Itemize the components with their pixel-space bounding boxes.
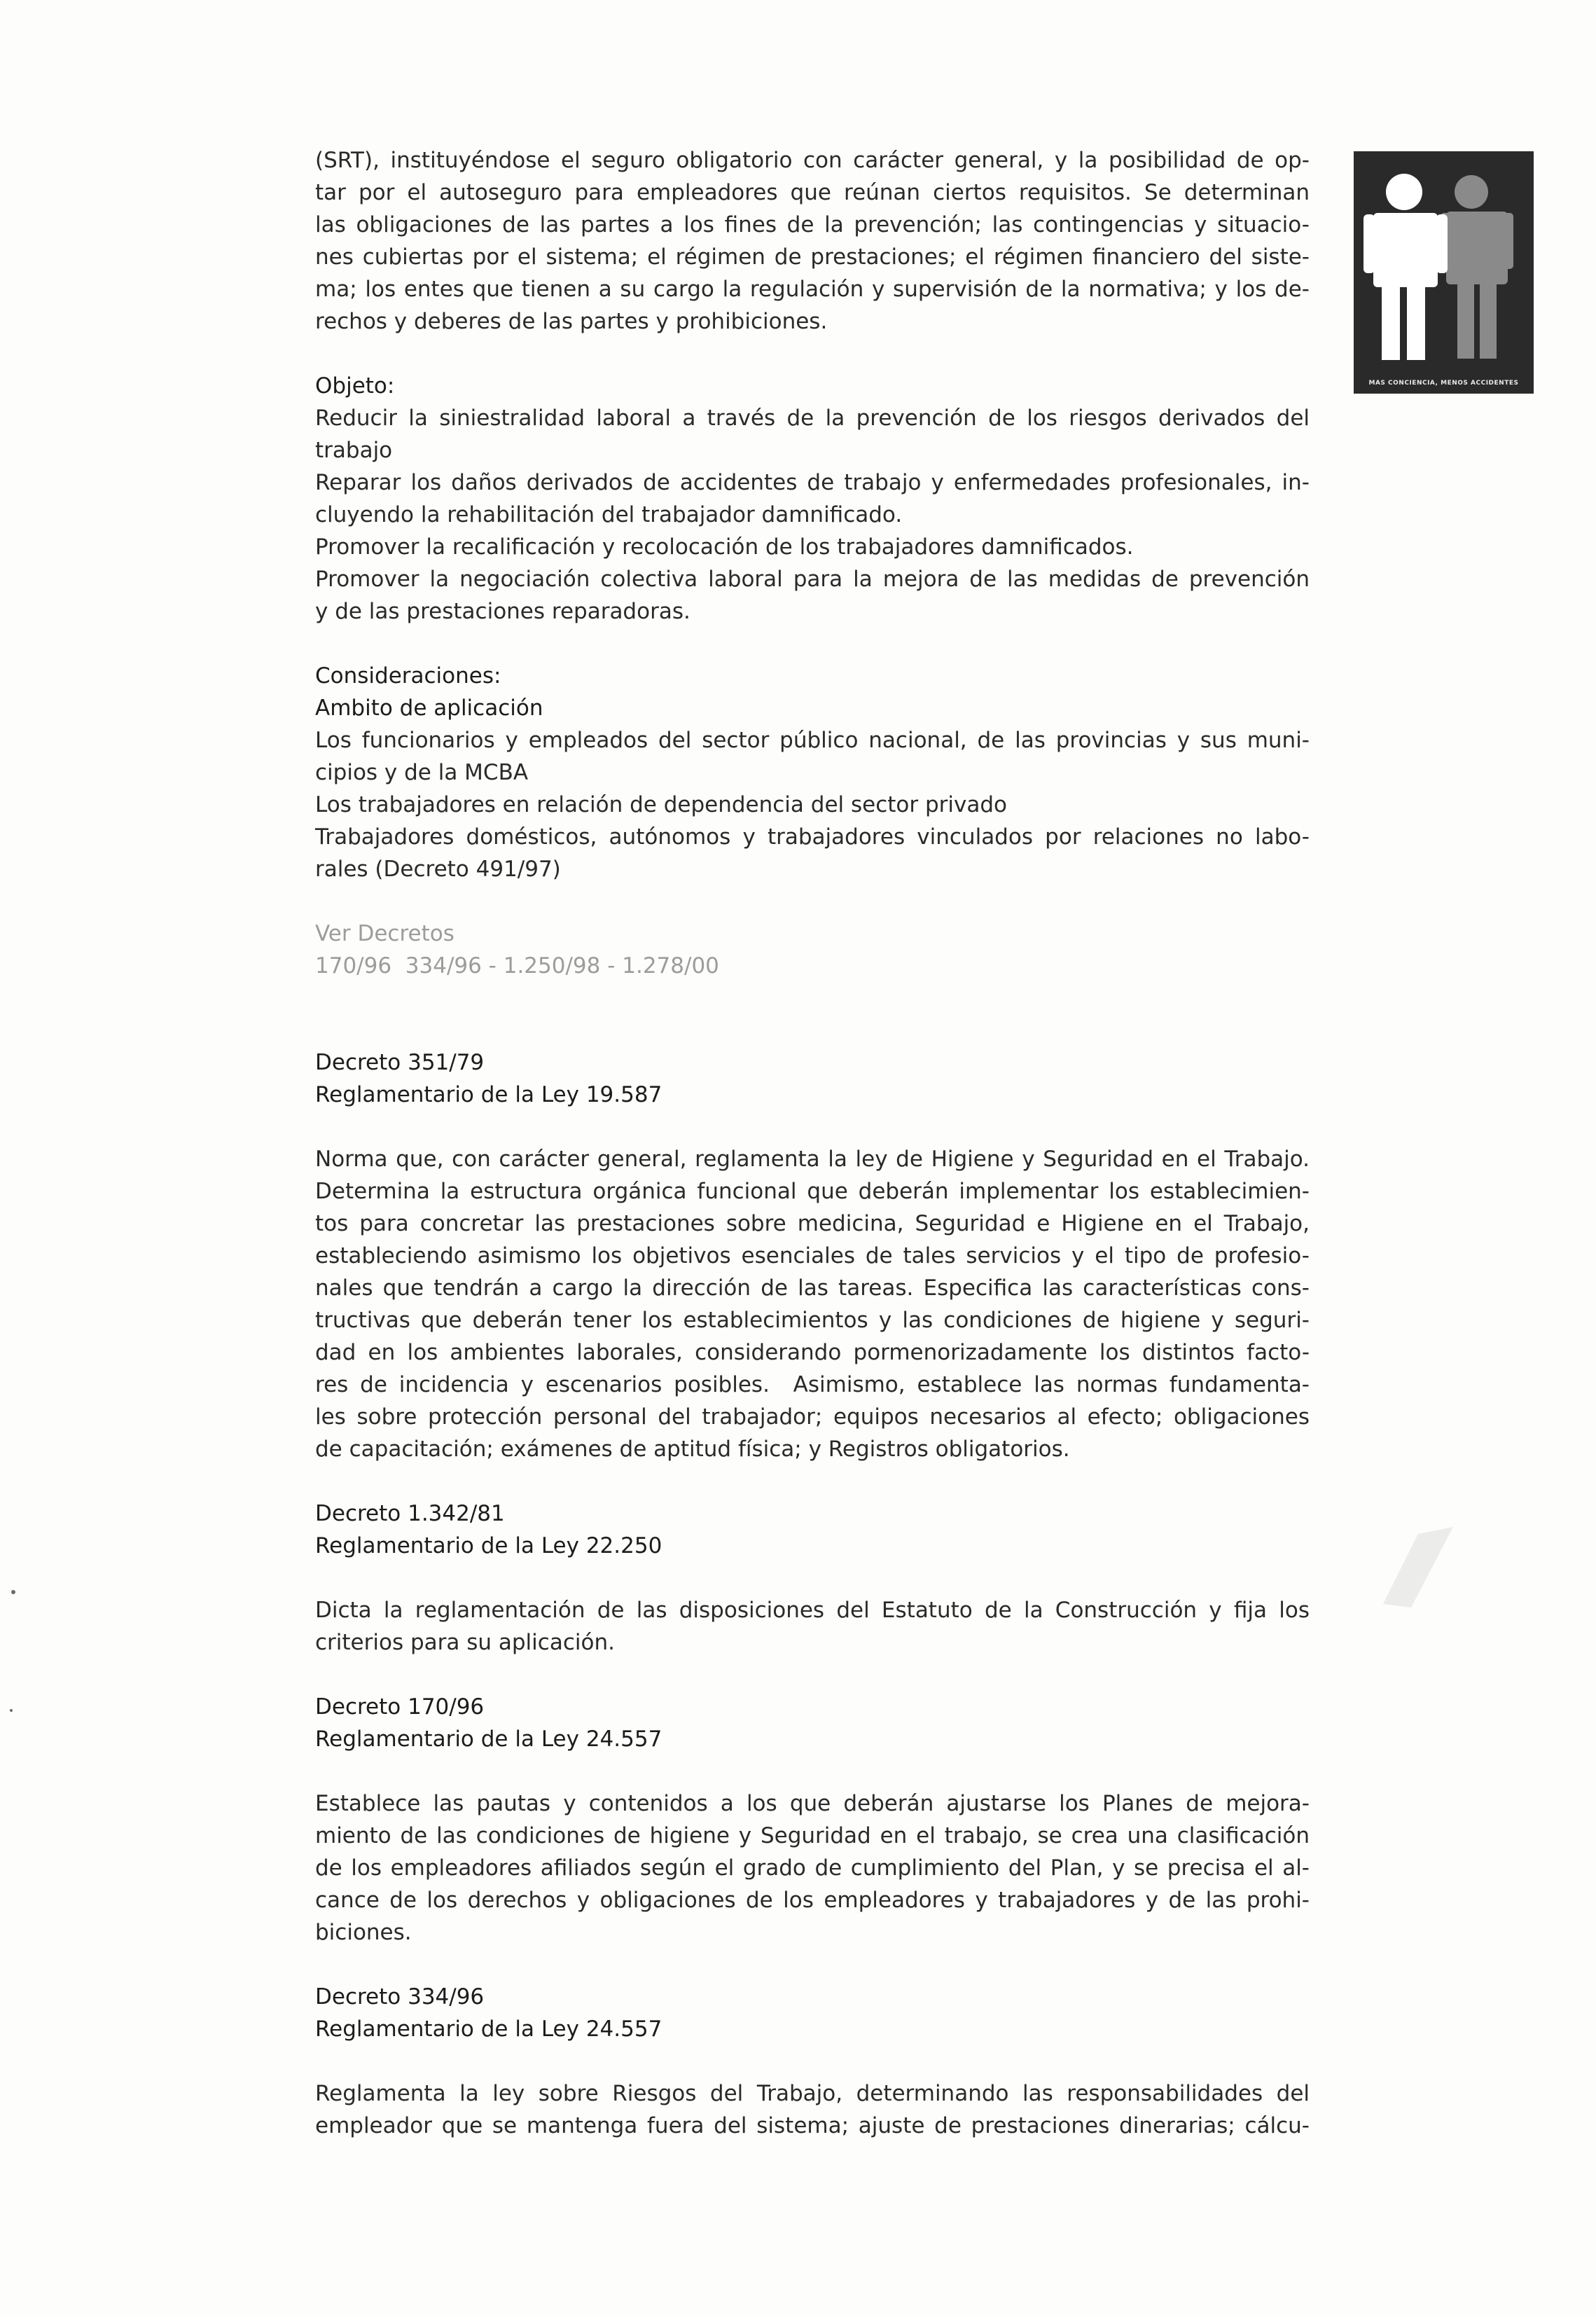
decreto-334-body <box>315 2077 1310 2142</box>
decreto-170-line: Establece las pautas y contenidos a los que deberán ajustarse los Planes de mejora- <box>315 1791 1310 1816</box>
decreto-351-line: tos para concretar las prestaciones sobre medicina, Seguridad e Higiene en el Trabajo, <box>315 1211 1310 1236</box>
objeto-line: Promover la negociación colectiva laboral para la mejora de las medidas de prevención <box>315 567 1310 592</box>
decreto-351-section <box>315 1046 1310 1111</box>
objeto-line: cluyendo la rehabilitación del trabajador damnificado. <box>315 502 903 527</box>
decreto-170-body <box>315 1787 1310 1949</box>
decreto-351-subtitle: Reglamentario de la Ley 19.587 <box>315 1082 662 1107</box>
intro-paragraph <box>315 144 1310 338</box>
objeto-heading: Objeto: <box>315 373 395 399</box>
consideraciones-line: Los funcionarios y empleados del sector público nacional, de las provincias y sus muni- <box>315 728 1310 753</box>
decreto-1342-body <box>315 1594 1310 1659</box>
decreto-170-line: de los empleadores afiliados según el grado de cumplimiento del Plan, y se precisa el al- <box>315 1855 1310 1881</box>
main-text-column <box>315 144 1310 2142</box>
objeto-section <box>315 370 1310 628</box>
decreto-1342-title: Decreto 1.342/81 <box>315 1501 505 1526</box>
scan-speck <box>11 1590 15 1594</box>
consideraciones-line: Los trabajadores en relación de dependencia del sector privado <box>315 792 1007 817</box>
decreto-334-title: Decreto 334/96 <box>315 1984 485 2010</box>
decreto-351-line: les sobre protección personal del trabajador; equipos necesarios al efecto; obligaciones <box>315 1404 1310 1430</box>
consideraciones-line: cipios y de la MCBA <box>315 760 529 785</box>
decreto-351-line: Norma que, con carácter general, reglamenta la ley de Higiene y Seguridad en el Trabajo. <box>315 1147 1310 1172</box>
objeto-line: Reparar los daños derivados de accidentes de trabajo y enfermedades profesionales, in- <box>315 470 1310 495</box>
decreto-1342-subtitle: Reglamentario de la Ley 22.250 <box>315 1533 662 1558</box>
intro-line: (SRT), instituyéndose el seguro obligatorio con carácter general, y la posibilidad de op- <box>315 148 1310 173</box>
decreto-351-line: nales que tendrán a cargo la dirección de las tareas. Especifica las características cons- <box>315 1275 1310 1301</box>
faint-watermark-icon <box>1376 1520 1460 1611</box>
decreto-170-title: Decreto 170/96 <box>315 1694 485 1720</box>
decreto-351-line: dad en los ambientes laborales, considerando pormenorizadamente los distintos facto- <box>315 1340 1310 1365</box>
campaign-badge <box>1354 151 1534 394</box>
decreto-1342-line: criterios para su aplicación. <box>315 1630 615 1655</box>
objeto-line: Reducir la siniestralidad laboral a través de la prevención de los riesgos derivados del <box>315 406 1310 431</box>
ver-decretos-note <box>315 918 1310 982</box>
objeto-line: Promover la recalificación y recolocación de los trabajadores damnificados. <box>315 534 1134 560</box>
decreto-1342-section <box>315 1498 1310 1562</box>
consideraciones-heading: Consideraciones: <box>315 663 501 689</box>
consideraciones-section <box>315 660 1310 885</box>
badge-caption: MAS CONCIENCIA, MENOS ACCIDENTES <box>1368 380 1519 387</box>
intro-line: rechos y deberes de las partes y prohibiciones. <box>315 309 828 334</box>
decreto-170-subtitle: Reglamentario de la Ley 24.557 <box>315 1727 662 1752</box>
ver-decretos-list: 170/96 334/96 - 1.250/98 - 1.278/00 <box>315 953 719 978</box>
ambito-subheading: Ambito de aplicación <box>315 696 543 721</box>
decreto-334-subtitle: Reglamentario de la Ley 24.557 <box>315 2017 662 2042</box>
intro-line: las obligaciones de las partes a los fines de la prevención; las contingencias y situacio- <box>315 212 1310 237</box>
decreto-351-line: res de incidencia y escenarios posibles. Asimismo, establece las normas fundamenta- <box>315 1372 1310 1397</box>
decreto-351-body <box>315 1143 1310 1465</box>
objeto-line: y de las prestaciones reparadoras. <box>315 599 691 624</box>
intro-line: tar por el autoseguro para empleadores que reúnan ciertos requisitos. Se determinan <box>315 180 1310 205</box>
intro-line: ma; los entes que tienen a su cargo la regulación y supervisión de la normativa; y los de- <box>315 277 1310 302</box>
decreto-334-section <box>315 1981 1310 2045</box>
decreto-351-line: de capacitación; exámenes de aptitud física; y Registros obligatorios. <box>315 1437 1070 1462</box>
ver-decretos-label: Ver Decretos <box>315 921 454 946</box>
decreto-351-line: Determina la estructura orgánica funcional que deberán implementar los establecimien- <box>315 1179 1310 1204</box>
two-people-icon <box>1354 151 1534 361</box>
decreto-170-line: biciones. <box>315 1920 412 1945</box>
decreto-334-line: Reglamenta la ley sobre Riesgos del Trabajo, determinando las responsabilidades del <box>315 2081 1310 2106</box>
decreto-351-line: estableciendo asimismo los objetivos esenciales de tales servicios y el tipo de profesio- <box>315 1243 1310 1268</box>
decreto-1342-line: Dicta la reglamentación de las disposiciones del Estatuto de la Construcción y fija los <box>315 1598 1310 1623</box>
decreto-351-title: Decreto 351/79 <box>315 1050 485 1075</box>
decreto-170-line: miento de las condiciones de higiene y Seguridad en el trabajo, se crea una clasificación <box>315 1823 1310 1848</box>
decreto-170-section <box>315 1691 1310 1755</box>
decreto-170-line: cance de los derechos y obligaciones de los empleadores y trabajadores y de las prohi- <box>315 1888 1310 1913</box>
objeto-line: trabajo <box>315 438 393 463</box>
decreto-351-line: tructivas que deberán tener los establecimientos y las condiciones de higiene y seguri- <box>315 1308 1310 1333</box>
decreto-334-line: empleador que se mantenga fuera del sistema; ajuste de prestaciones dinerarias; cálcu- <box>315 2113 1310 2138</box>
consideraciones-line: rales (Decreto 491/97) <box>315 857 561 882</box>
scan-speck <box>10 1709 13 1712</box>
intro-line: nes cubiertas por el sistema; el régimen de prestaciones; el régimen financiero del siste- <box>315 244 1310 270</box>
consideraciones-line: Trabajadores domésticos, autónomos y trabajadores vinculados por relaciones no labo- <box>315 824 1310 850</box>
